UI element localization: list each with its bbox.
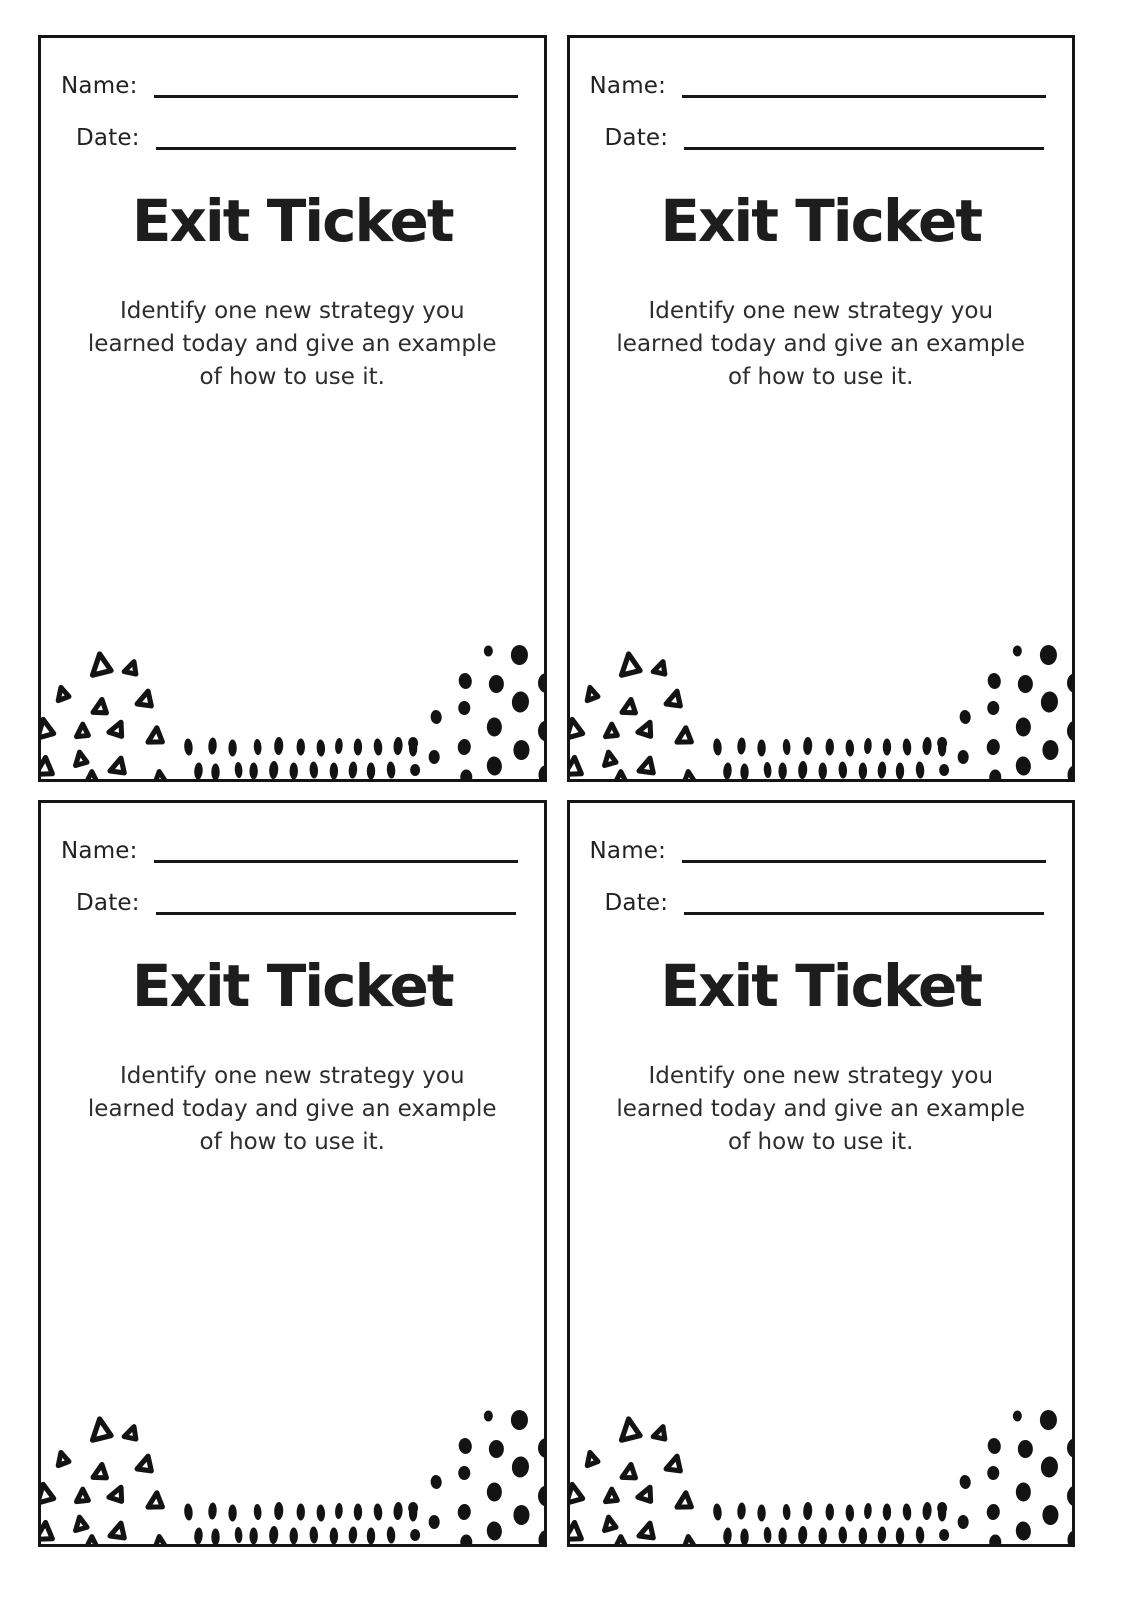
doodle-dots-decoration [41,1404,544,1544]
prompt-line-2: learned today and give an example [616,1096,1026,1122]
ticket-prompt [55,295,530,394]
prompt-line-1: Identify one new strategy you [648,298,994,324]
date-blank-line [684,147,1044,150]
ticket-prompt [55,1060,530,1159]
name-label: Name: [589,838,667,864]
ticket-prompt [584,1060,1059,1159]
prompt-line-2: learned today and give an example [87,1096,497,1122]
ticket-title: Exit Ticket [660,186,982,255]
prompt-line-1: Identify one new strategy you [119,1063,465,1089]
name-blank-line [154,860,518,863]
exit-ticket-card-3 [38,800,547,1547]
name-blank-line [682,95,1046,98]
date-field-row [76,124,516,153]
prompt-line-1: Identify one new strategy you [648,1063,994,1089]
name-label: Name: [61,838,138,864]
name-field-row [61,72,518,101]
date-field-row [605,124,1045,153]
date-label: Date: [76,889,140,916]
name-label: Name: [589,73,667,99]
name-blank-line [154,95,518,98]
doodle-dots-decoration [570,639,1073,779]
prompt-line-2: learned today and give an example [87,331,497,357]
prompt-line-3: of how to use it. [728,1129,914,1155]
prompt-line-3: of how to use it. [199,1129,385,1155]
date-label: Date: [604,889,669,916]
exit-ticket-card-4 [567,800,1076,1547]
date-field-row [605,889,1045,918]
name-field-row [61,837,518,866]
name-label: Name: [61,73,138,99]
ticket-title: Exit Ticket [660,951,982,1020]
prompt-line-2: learned today and give an example [616,331,1026,357]
name-field-row [590,72,1047,101]
date-label: Date: [76,124,140,151]
date-blank-line [156,147,516,150]
exit-ticket-card-1 [38,35,547,782]
name-field-row [590,837,1047,866]
exit-ticket-card-2 [567,35,1076,782]
prompt-line-3: of how to use it. [728,364,914,390]
date-field-row [76,889,516,918]
prompt-line-3: of how to use it. [199,364,385,390]
prompt-line-1: Identify one new strategy you [119,298,465,324]
doodle-dots-decoration [41,639,544,779]
date-blank-line [684,912,1044,915]
date-label: Date: [604,124,669,151]
ticket-title: Exit Ticket [131,186,453,255]
ticket-title: Exit Ticket [131,951,453,1020]
date-blank-line [156,912,516,915]
ticket-prompt [584,295,1059,394]
name-blank-line [682,860,1046,863]
doodle-dots-decoration [570,1404,1073,1544]
